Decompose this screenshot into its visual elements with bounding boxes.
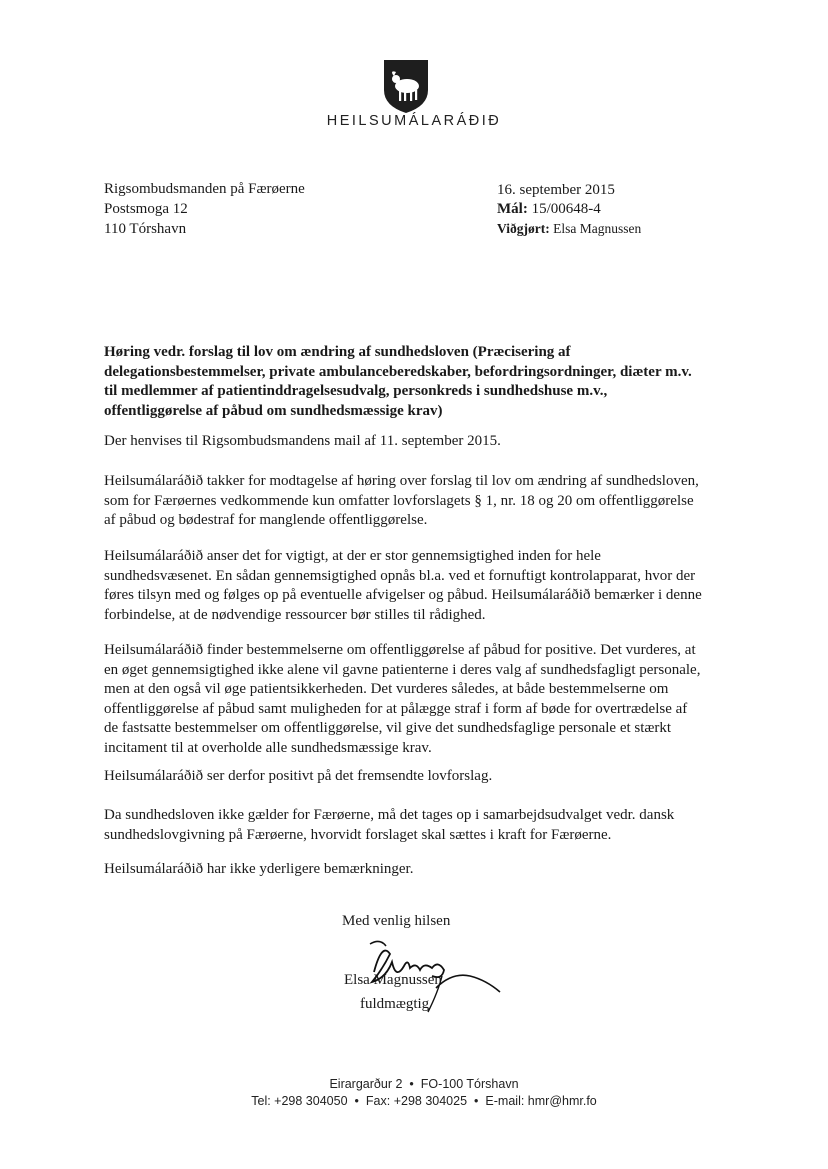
- footer-email: E-mail: hmr@hmr.fo: [485, 1094, 597, 1108]
- body-paragraph: Der henvises til Rigsombudsmandens mail af 11. september 2015.: [104, 433, 501, 449]
- footer-tel: Tel: +298 304050: [251, 1094, 348, 1108]
- letter-subject: Høring vedr. forslag til lov om ændring af sundhedsloven (Præcisering af delegationsbestemmelser, private ambulanceberedskaber, befordringsordninger, diæter m.v. til medlemmer af patientinddragelsesudvalg, personkreds i sundhedshuse m.v., offentliggørelse af påbud om sundhedsmæssige krav): [104, 344, 692, 419]
- footer-separator: •: [354, 1094, 359, 1108]
- crest-logo: [380, 58, 432, 114]
- body-paragraph: Heilsumálaráðið har ikke yderligere bemærkninger.: [104, 861, 414, 877]
- footer-separator: •: [474, 1094, 479, 1108]
- handler: [497, 219, 641, 238]
- footer-postal: FO-100 Tórshavn: [420, 1077, 519, 1091]
- case-number: 15/00648-4: [531, 201, 601, 217]
- organization-name: HEILSUMÁLARÁÐIÐ: [326, 113, 502, 129]
- footer-address: [0, 1077, 828, 1091]
- body-paragraph: Heilsumálaráðið finder bestemmelserne om offentliggørelse af påbud for positive. Det vurderes, at en øget gennemsigtighed ikke alene vil gavne patienterne i deres valg af sundhedsfagligt personale, men at den også vil øge patientsikkerheden. Det vurderes således, at både bestemmelserne om offentliggørelse af påbud samt muligheden for at pålægge straf i form af bøde for overtrædelse af de fastsatte bestemmelser om offentliggørelse, vil give det sundhedsfaglige personale et stærkt incitament til at overholde alle sundhedsmæssige krav.: [104, 642, 701, 756]
- recipient-line: 110 Tórshavn: [104, 221, 187, 237]
- footer-contact: [0, 1094, 828, 1108]
- footer-street: Eirargarður 2: [329, 1077, 403, 1091]
- handwritten-signature: [352, 932, 512, 1022]
- body-paragraph: Da sundhedsloven ikke gælder for Færøerne, må det tages op i samarbejdsudvalget vedr. dansk sundhedslovgivning på Færøerne, hvorvidt forslaget skal sættes i kraft for Færøerne.: [104, 807, 675, 843]
- footer-fax: Fax: +298 304025: [365, 1094, 468, 1108]
- signer-name: Elsa Magnussen: [344, 972, 442, 988]
- closing-greeting: Med venlig hilsen: [342, 913, 451, 929]
- case-label: Mál:: [497, 201, 528, 217]
- body-paragraph: Heilsumálaráðið ser derfor positivt på det fremsendte lovforslag.: [104, 768, 493, 784]
- case-reference: [497, 200, 641, 219]
- body-paragraph: Heilsumálaráðið takker for modtagelse af høring over forslag til lov om ændring af sundhedsloven, som for Færøernes vedkommende kun omfatter lovforslagets § 1, nr. 18 og 20 om offentliggørelse af påbud og bødestraf for manglende offentliggørelse.: [104, 473, 699, 528]
- recipient-line: Postsmoga 12: [104, 201, 188, 217]
- recipient-line: Rigsombudsmanden på Færøerne: [104, 181, 305, 197]
- signer-title: fuldmægtig: [360, 996, 430, 1012]
- body-paragraph: Heilsumálaráðið anser det for vigtigt, at der er stor gennemsigtighed inden for hele sundhedsvæsenet. En sådan gennemsigtighed opnås bl.a. ved et fornuftigt kontrolapparat, hvor der føres tilsyn med og følges op på eventuelle afvigelser og påbud. Heilsumálaráðið bemærker i denne forbindelse, at de nødvendige ressourcer bør stilles til rådighed.: [104, 548, 702, 623]
- handler-name: Elsa Magnussen: [553, 221, 642, 236]
- handler-label: Viðgjørt:: [497, 221, 550, 236]
- footer-separator: •: [409, 1077, 414, 1091]
- letter-meta: [497, 181, 641, 238]
- letter-date: 16. september 2015: [497, 182, 615, 198]
- recipient-address: [104, 179, 305, 239]
